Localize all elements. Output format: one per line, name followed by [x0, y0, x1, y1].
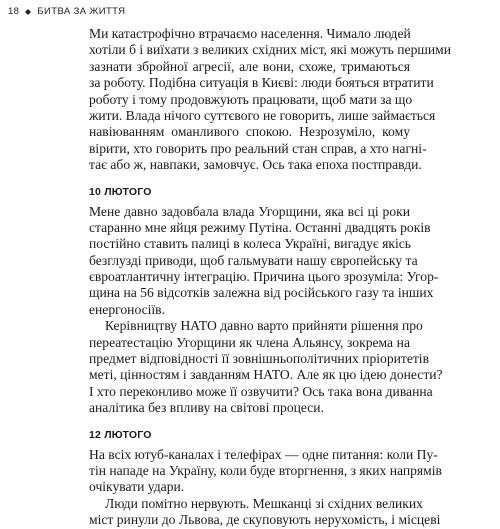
- text-line: навіюванням оманливого спокою. Незрозуміло, кому: [89, 124, 410, 140]
- text-line: тає або ж, навпаки, замовчує. Ось така епоха постправди.: [89, 157, 422, 173]
- text-line: Люди помітно нервують. Мешканці зі східних великих: [105, 495, 423, 511]
- text-line: І хто переконливо може її озвучити? Ось така вона диванна: [89, 383, 433, 399]
- text-line: переатестацію Угорщини як члена Альянсу, зокрема на: [89, 334, 410, 350]
- running-head: [8, 6, 125, 17]
- text-line: щина на 56 відсотків залежна від російського газу та інших: [89, 285, 434, 301]
- date-heading-feb10: 10 ЛЮТОГО: [89, 185, 152, 198]
- text-line: за роботу. Подібна ситуація в Києві: люди бояться втратити: [89, 75, 434, 91]
- diamond-icon: [25, 9, 31, 15]
- text-line: безглузді приводи, щоб гальмувати нашу європейську та: [89, 252, 418, 268]
- text-line: Керівництву НАТО давно варто прийняти рішення про: [105, 318, 423, 334]
- paragraph: [89, 495, 441, 529]
- text-line: меті, цінностям і завданням НАТО. Але як цю ідею донести?: [89, 367, 443, 383]
- text-line: міст ринули до Львова, де скуповують нерухомість, і місцеві: [89, 512, 441, 528]
- text-line: євроатлантичну інтеграцію. Причина цього зрозуміла: Угор-: [89, 269, 439, 285]
- paragraph: [89, 318, 443, 416]
- text-line: Мене давно задовбала влада Угорщини, яка всі ці роки: [89, 203, 410, 219]
- paragraph: [89, 26, 451, 174]
- date-heading-feb12: 12 ЛЮТОГО: [89, 428, 152, 441]
- text-line: жити. Влада нічого суттєвого не говорить, лише займається: [89, 107, 436, 123]
- text-line: Ми катастрофічно втрачаємо населення. Чимало людей: [89, 26, 411, 41]
- text-line: зазнати збройної агресії, але вони, схоже, тримаються: [89, 58, 410, 74]
- paragraph: [89, 203, 439, 319]
- text-line: постійно ставить палиці в колеса Україні, вигадує якісь: [89, 236, 411, 252]
- text-line: енергоносіїв.: [89, 301, 165, 317]
- paragraph: [89, 446, 442, 496]
- text-line: На всіх ютуб-каналах і телефірах — одне питання: коли Пу-: [89, 446, 438, 462]
- page-number: 18: [8, 6, 20, 17]
- text-line: очікувати удари.: [89, 479, 185, 495]
- text-line: аналітика без впливу на світові процеси.: [89, 400, 324, 416]
- text-line: предмет відповідності її зовнішньополітичних пріоритетів: [89, 351, 429, 367]
- running-head-title: БИТВА ЗА ЖИТТЯ: [37, 6, 126, 17]
- text-line: тін нападе на Україну, коли буде вторгнення, з яких напрямів: [89, 462, 442, 478]
- body-text: [89, 26, 451, 529]
- text-line: хотіли б і виїхати з великих східних міст, які можуть першими: [89, 42, 451, 58]
- text-line: роботу і тому продовжують працювати, щоб мати за що: [89, 91, 413, 107]
- text-line: старанно мне яйця режиму Путіна. Останні двадцять років: [89, 219, 431, 235]
- text-line: вірити, хто говорить про реальний стан справ, а хто нагні-: [89, 140, 427, 156]
